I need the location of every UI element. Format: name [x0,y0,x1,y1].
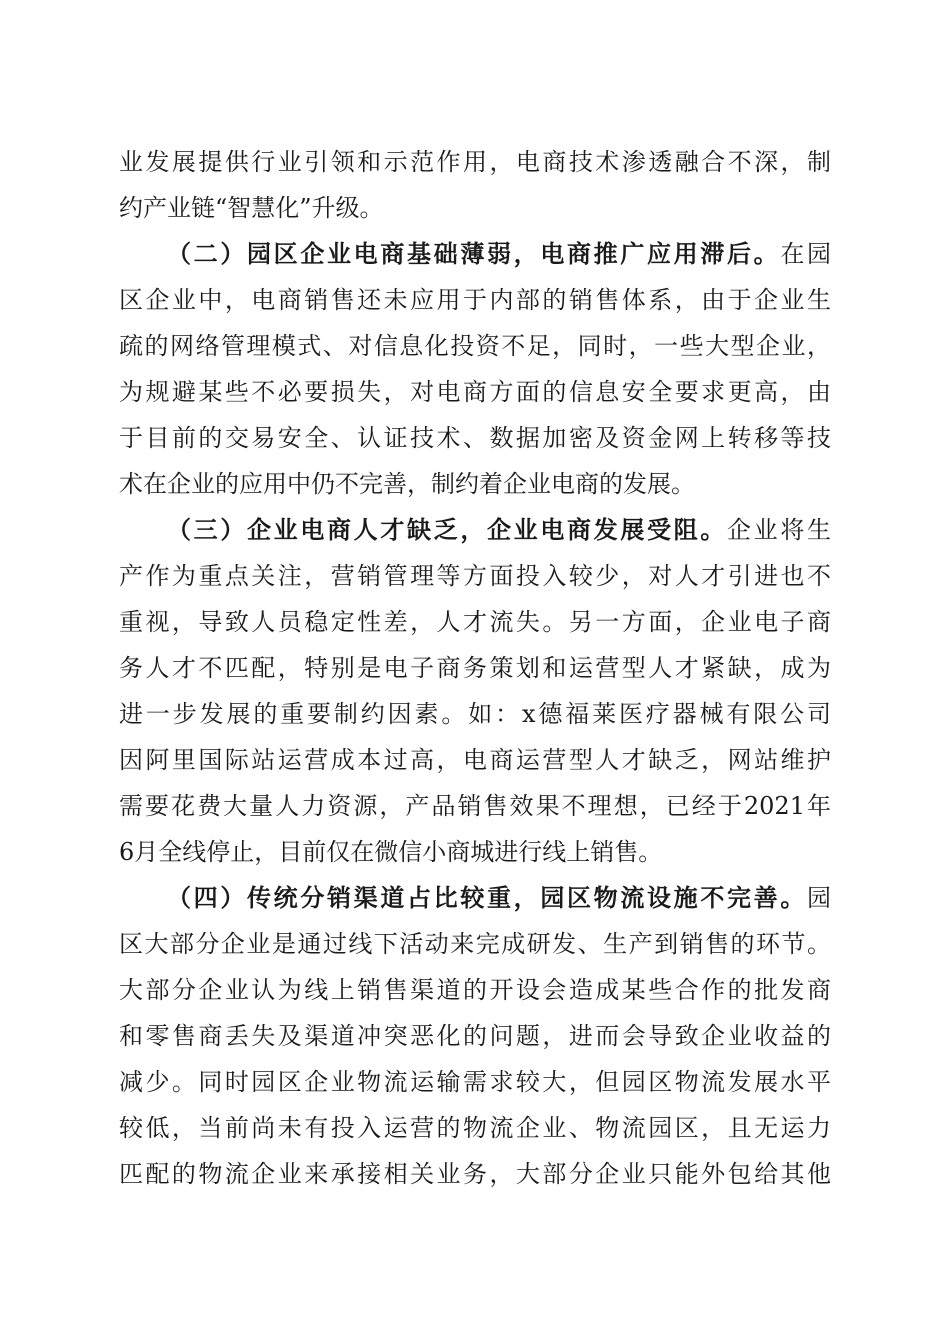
text-line: 务人才不匹配，特别是电子商务策划和运营型人才紧缺，成为 [119,654,831,682]
text-line: 因阿里国际站运营成本过高，电商运营型人才缺乏，网站维护 [119,746,831,774]
text-line: 大部分企业认为线上销售渠道的开设会造成某些合作的批发商 [119,976,831,1004]
text-span: 企业将生 [727,516,831,544]
text-span: 园 [807,884,831,912]
text-span: 在园 [780,240,832,268]
text-line: 重视，导致人员稳定性差，人才流失。另一方面，企业电子商 [119,608,831,636]
text-line: 减少。同时园区企业物流运输需求较大，但园区物流发展水平 [119,1068,831,1096]
text-line: 业发展提供行业引领和示范作用，电商技术渗透融合不深，制 [119,148,831,176]
text-line: 于目前的交易安全、认证技术、数据加密及资金网上转移等技 [119,424,831,452]
text-line: 约产业链“智慧化”升级。 [119,194,384,222]
section-heading: （三）企业电商人才缺乏，企业电商发展受阻。 [167,515,727,544]
text-line: 产作为重点关注，营销管理等方面投入较少，对人才引进也不 [119,562,831,590]
section-heading: （二）园区企业电商基础薄弱，电商推广应用滞后。 [167,239,781,268]
section-heading: （四）传统分销渠道占比较重，园区物流设施不完善。 [167,883,807,912]
text-line: 进一步发展的重要制约因素。如：x德福莱医疗器械有限公司 [119,700,831,728]
text-line: 为规避某些不必要损失，对电商方面的信息安全要求更高，由 [119,378,831,406]
text-line: 需要花费大量人力资源，产品销售效果不理想，已经于2021年 [119,792,831,820]
text-line: 区企业中，电商销售还未应用于内部的销售体系，由于企业生 [119,286,831,314]
text-line: 较低，当前尚未有投入运营的物流企业、物流园区，且无运力 [119,1114,831,1142]
text-line: 匹配的物流企业来承接相关业务，大部分企业只能外包给其他 [119,1160,831,1188]
text-line: 区大部分企业是通过线下活动来完成研发、生产到销售的环节。 [119,930,831,958]
text-line: 疏的网络管理模式、对信息化投资不足，同时，一些大型企业， [119,332,831,360]
text-line: 6月全线停止，目前仅在微信小商城进行线上销售。 [119,838,663,866]
text-line: 术在企业的应用中仍不完善，制约着企业电商的发展。 [119,470,695,498]
text-line: 和零售商丢失及渠道冲突恶化的问题，进而会导致企业收益的 [119,1022,831,1050]
